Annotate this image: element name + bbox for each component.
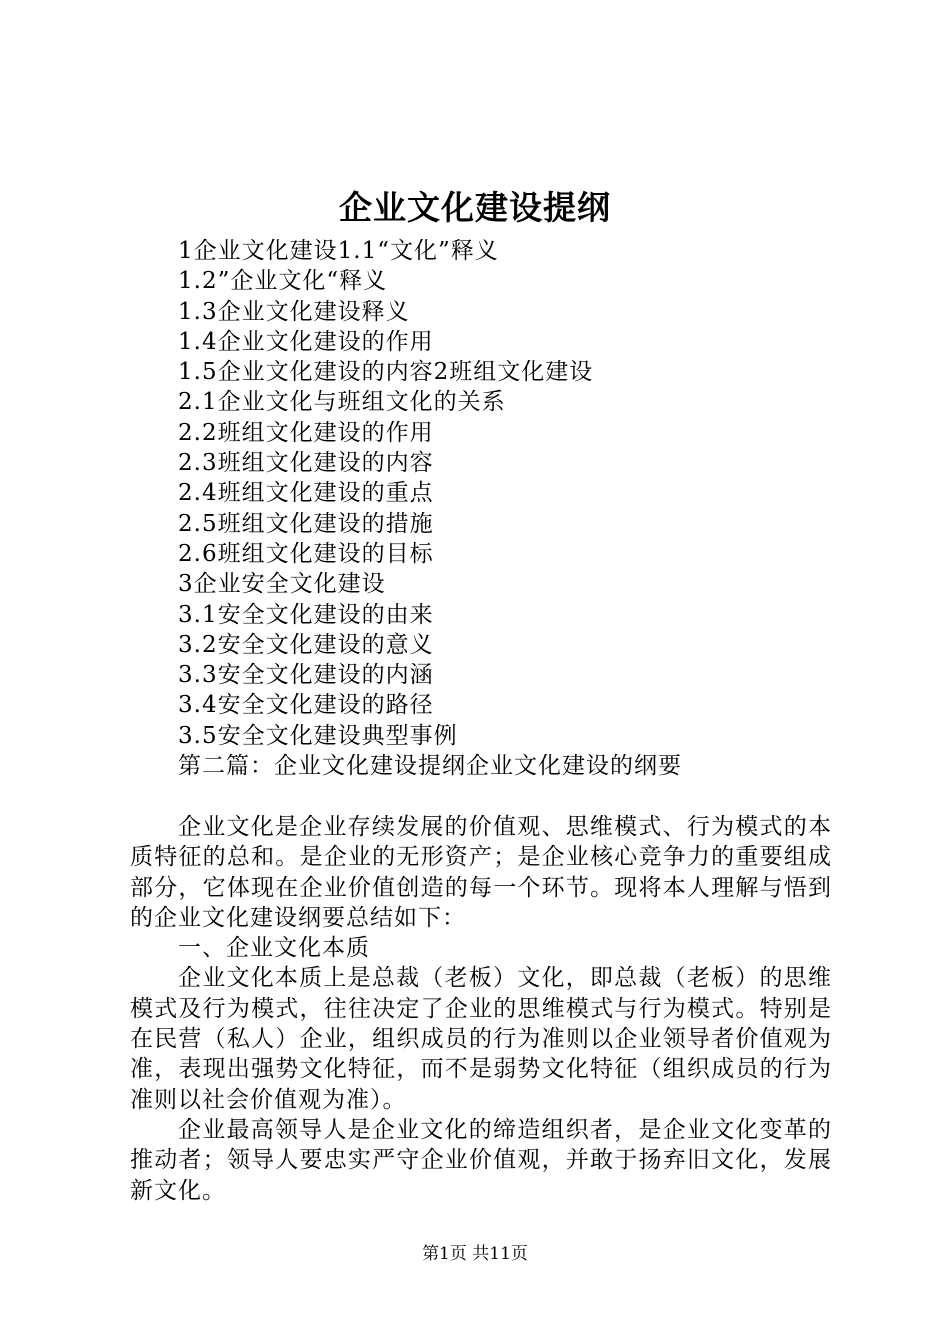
outline-item: 3.2安全文化建设的意义 [178,631,434,658]
outline-item: 3企业安全文化建设 [178,571,386,598]
section-heading: 第二篇：企业文化建设提纲企业文化建设的纲要 [178,753,682,780]
outline-item: 1.3企业文化建设释义 [178,298,410,325]
outline-item: 3.1安全文化建设的由来 [178,601,434,628]
body-text [130,812,832,1206]
outline-item: 1.5企业文化建设的内容2班组文化建设 [178,359,594,386]
outline-item: 2.4班组文化建设的重点 [178,480,434,507]
outline-item: 2.5班组文化建设的措施 [178,510,434,537]
outline-item: 2.1企业文化与班组文化的关系 [178,389,506,416]
outline-item: 3.3安全文化建设的内涵 [178,662,434,689]
subsection-heading: 一、企业文化本质 [178,935,370,962]
outline-item: 2.6班组文化建设的目标 [178,540,434,567]
body-paragraph: 企业文化本质上是总裁（老板）文化，即总裁（老板）的思维模式及行为模式，往往决定了企业的思维模式与行为模式。特别是在民营（私人）企业，组织成员的行为准则以企业领导者价值观为准，表现出强势文化特征，而不是弱势文化特征（组织成员的行为准则以社会价值观为准）。 [130,965,832,1113]
outline-list [178,236,858,781]
document-title: 企业文化建设提纲 [339,188,611,227]
outline-item: 1企业文化建设1.1“文化”释义 [178,238,499,264]
body-paragraph: 企业文化是企业存续发展的价值观、思维模式、行为模式的本质特征的总和。是企业的无形资产；是企业核心竞争力的重要组成部分，它体现在企业价值创造的每一个环节。现将本人理解与悟到的企业文化建设纲要总结如下： [130,814,832,931]
page-number-footer: 第1页 共11页 [422,1244,528,1264]
body-paragraph: 企业最高领导人是企业文化的缔造组织者，是企业文化变革的推动者；领导人要忠实严守企业价值观，并敢于扬弃旧文化，发展新文化。 [130,1116,832,1204]
outline-item: 3.5安全文化建设典型事例 [178,722,458,749]
outline-item: 2.3班组文化建设的内容 [178,450,434,477]
outline-item: 3.4安全文化建设的路径 [178,692,434,719]
outline-item: 1.2”企业文化“释义 [178,268,388,295]
outline-item: 2.2班组文化建设的作用 [178,419,434,446]
outline-item: 1.4企业文化建设的作用 [178,328,434,355]
